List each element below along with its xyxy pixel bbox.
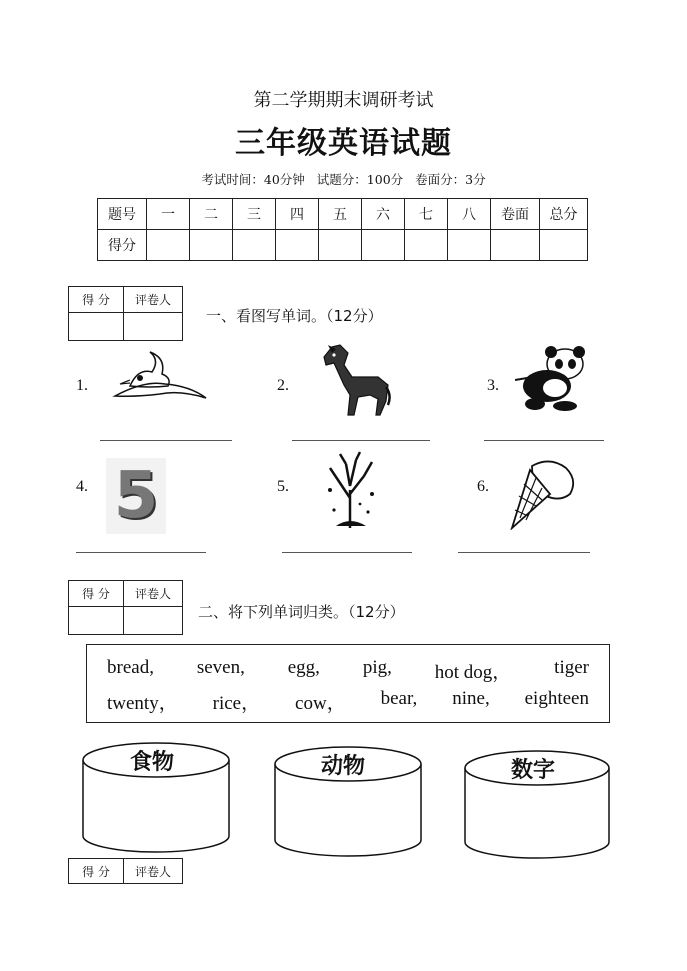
category-label-number: 数字 bbox=[511, 758, 556, 783]
exam-neatness-score: 卷面分：3分 bbox=[415, 172, 486, 187]
section-1-title: 一、看图写单词。（12分） bbox=[206, 307, 383, 325]
ice-cream-icon bbox=[506, 458, 578, 530]
score-table bbox=[97, 198, 588, 261]
score-cell: 四 bbox=[276, 199, 319, 230]
word: tiger bbox=[554, 657, 589, 678]
grader-name-cell[interactable] bbox=[124, 313, 183, 341]
score-input-cell[interactable] bbox=[491, 230, 540, 261]
word: nine, bbox=[452, 688, 490, 709]
category-label-food: 食物 bbox=[130, 750, 175, 775]
item-number: 1. bbox=[76, 377, 88, 394]
word: bread, bbox=[107, 657, 154, 678]
word-row-2 bbox=[107, 688, 589, 715]
word-box bbox=[86, 644, 610, 723]
score-table-score-row bbox=[98, 230, 588, 261]
item-number: 6. bbox=[477, 478, 489, 495]
grader-score-cell[interactable] bbox=[69, 607, 124, 635]
item-number: 2. bbox=[277, 377, 289, 394]
score-input-cell[interactable] bbox=[276, 230, 319, 261]
answer-line[interactable] bbox=[484, 440, 604, 441]
score-cell: 六 bbox=[362, 199, 405, 230]
word: eighteen bbox=[524, 688, 589, 709]
grader-name-cell[interactable] bbox=[124, 607, 183, 635]
score-row-label: 得分 bbox=[98, 230, 147, 261]
grader-name-label: 评卷人 bbox=[124, 287, 183, 313]
grader-box-2 bbox=[68, 580, 183, 635]
grader-score-label: 得 分 bbox=[69, 581, 124, 607]
section-2-title: 二、将下列单词归类。（12分） bbox=[198, 603, 405, 621]
answer-line[interactable] bbox=[100, 440, 232, 441]
bird-icon bbox=[110, 350, 210, 402]
answer-line[interactable] bbox=[282, 552, 412, 553]
score-cell: 三 bbox=[233, 199, 276, 230]
answer-line[interactable] bbox=[76, 552, 206, 553]
word: twenty， bbox=[107, 693, 178, 714]
word: hot dog， bbox=[434, 662, 512, 683]
score-cell: 一 bbox=[147, 199, 190, 230]
item-number: 5. bbox=[277, 478, 289, 495]
grader-score-cell[interactable] bbox=[69, 313, 124, 341]
word: rice， bbox=[212, 693, 261, 714]
score-cell: 二 bbox=[190, 199, 233, 230]
score-input-cell[interactable] bbox=[233, 230, 276, 261]
word: seven, bbox=[196, 657, 245, 678]
grader-score-label: 得 分 bbox=[69, 859, 124, 884]
score-cell: 七 bbox=[405, 199, 448, 230]
score-input-cell[interactable] bbox=[405, 230, 448, 261]
score-input-cell[interactable] bbox=[319, 230, 362, 261]
panda-icon bbox=[515, 346, 593, 412]
score-input-cell[interactable] bbox=[147, 230, 190, 261]
exam-info bbox=[0, 170, 687, 188]
horse-icon bbox=[318, 343, 392, 421]
exam-title: 三年级英语试题 bbox=[235, 126, 452, 161]
score-cell: 五 bbox=[319, 199, 362, 230]
word: egg, bbox=[287, 657, 320, 678]
answer-line[interactable] bbox=[292, 440, 430, 441]
exam-time: 考试时间：40分钟 bbox=[201, 172, 305, 187]
score-input-cell[interactable] bbox=[540, 230, 588, 261]
item-number: 4. bbox=[76, 478, 88, 495]
exam-total-score: 试题分：100分 bbox=[316, 172, 404, 187]
score-table-header-row bbox=[98, 199, 588, 230]
tree-icon bbox=[322, 450, 380, 532]
word: cow， bbox=[295, 693, 346, 714]
score-cell: 总分 bbox=[540, 199, 588, 230]
item-number: 3. bbox=[487, 377, 499, 394]
exam-subtitle: 第二学期期末调研考试 bbox=[253, 90, 434, 111]
score-cell: 题号 bbox=[98, 199, 147, 230]
grader-box-3 bbox=[68, 858, 183, 884]
grader-name-label: 评卷人 bbox=[124, 581, 183, 607]
word: bear, bbox=[380, 688, 418, 709]
score-input-cell[interactable] bbox=[362, 230, 405, 261]
word: pig, bbox=[362, 657, 392, 678]
category-label-animal: 动物 bbox=[321, 754, 366, 779]
word-row-1 bbox=[107, 657, 589, 684]
grader-score-label: 得 分 bbox=[69, 287, 124, 313]
answer-line[interactable] bbox=[458, 552, 590, 553]
grader-name-label: 评卷人 bbox=[124, 859, 183, 884]
grader-box-1 bbox=[68, 286, 183, 341]
score-cell: 八 bbox=[448, 199, 491, 230]
score-input-cell[interactable] bbox=[190, 230, 233, 261]
number-five-icon: 5 bbox=[106, 458, 166, 534]
score-cell: 卷面 bbox=[491, 199, 540, 230]
score-input-cell[interactable] bbox=[448, 230, 491, 261]
